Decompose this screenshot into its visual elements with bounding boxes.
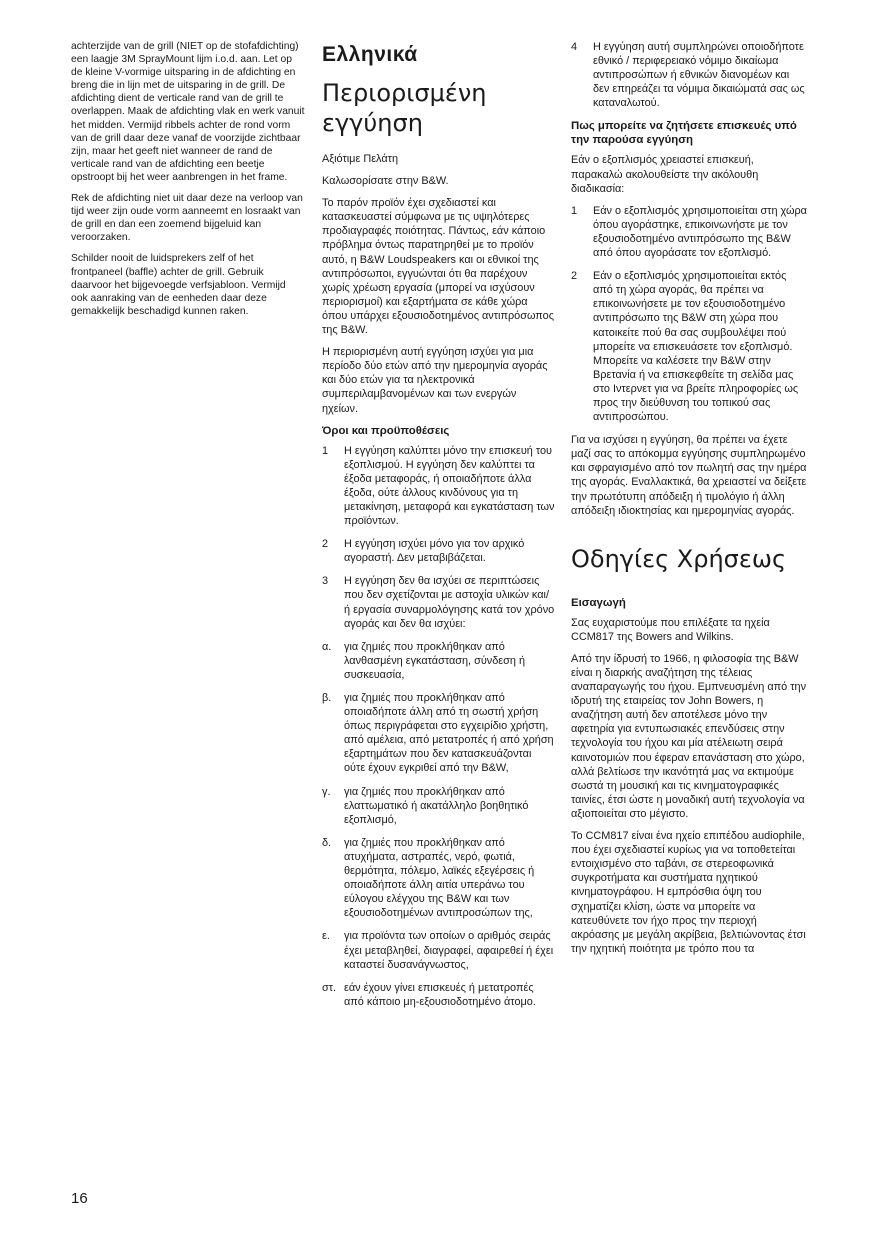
warranty-title: Περιορισμένη εγγύηση (322, 79, 487, 137)
terms-item (322, 691, 555, 776)
terms-item (571, 40, 807, 110)
dutch-paragraph: Schilder nooit de luidsprekers zelf of het frontpaneel (baffle) achter de grill. Gebruik daarvoor het bijgevoegde verfsjabloon. Vermijd ook aanraking van de eenheden daar deze gemakkelijk beschadigd kunnen raken. (71, 253, 286, 317)
item-text: εάν έχουν γίνει επισκευές ή μετατροπές από κάποιο μη-εξουσιοδοτημένο άτομο. (344, 981, 536, 1008)
item-text: για ζημιές που προκλήθηκαν από ελαττωματικό ή ακατάλληλο βοηθητικό εξοπλισμό, (344, 785, 529, 826)
item-text: για ζημιές που προκλήθηκαν από ατυχήματα, αστραπές, νερό, φωτιά, θερμότητα, πόλεμο, λαϊκές εξεγέρσεις ή οποιαδήποτε άλλη αιτία υπεράνω του εύλογου ελέγχου της B&W και των εξουσιοδοτημένων αντιπροσώπων της, (344, 836, 535, 920)
manual-title: Οδηγίες Χρήσεως (571, 544, 787, 573)
repair-steps-list (571, 204, 807, 424)
terms-item (322, 929, 555, 971)
item-text: για ζημιές που προκλήθηκαν από λανθασμένη εγκατάσταση, σύνδεση ή συσκευασία, (344, 640, 526, 681)
terms-list (322, 444, 555, 1009)
dutch-paragraph: Rek de afdichting niet uit daar deze na verloop van tijd weer zijn oude vorm aanneemt en losraakt van de grill en dan een zoemend bijgeluid kan veroorzaken. (71, 193, 303, 244)
item-text: Η εγγύηση ισχύει μόνο για τον αρχικό αγοραστή. Δεν μεταβιβάζεται. (344, 538, 525, 565)
item-number: 2 (322, 538, 329, 551)
item-text: Η εγγύηση αυτή συμπληρώνει οποιοδήποτε εθνικό / περιφερειακό νόμιμο δικαίωμα αντιπροσώπων ή εθνικών διανομέων και δεν επηρεάζει τα νόμιμα δικαιώματά σας ως καταναλωτού. (593, 41, 805, 110)
dutch-paragraph: achterzijde van de grill (NIET op de stofafdichting) een laagje 3M SprayMount lijm i.o.d. aan. Let op de kleine V-vormige uitsparing in de afdichting en breng die in lijn met de uitsparing in de grill. De afdichting dient de verticale rand van de grill te overlappen. Maak de afdichting vlak en werk vanuit het midden. Vermijd ribbels achter de rond vorm van de grill daar deze vanaf de voorzijde zichtbaar zijn, maar het geeft niet wanneer de rand de verticale rand van de afdichting een beetje opstroopt bij het weer aanbrengen in het frame. (71, 41, 305, 183)
item-number: 4 (571, 41, 578, 53)
item-text: Εάν ο εξοπλισμός χρησιμοποιείται εκτός από τη χώρα αγοράς, θα πρέπει να επικοινωνήσετε με τον εξουσιοδοτημένο αντιπρόσωπο της B&W στη χώρα που κατοικείτε πού θα σας συμβουλέψει πού μπορείτε να επισκευάσετε τον εξοπλισμό. Μπορείτε να καλέσετε την B&W στην Βρετανία ή να επισκεφθείτε τη σελίδα μας στο Ιντερνετ για να βρείτε πληροφορίες ως προς την διεύθυνση του τοπικού σας αντιπροσώπου. (593, 270, 799, 424)
item-number: 1 (322, 444, 329, 457)
terms-item (322, 574, 555, 630)
item-number: στ. (322, 981, 337, 994)
terms-item (322, 836, 555, 921)
item-number: 1 (571, 204, 578, 217)
introduction-heading: Εισαγωγή (571, 596, 626, 609)
item-text: για προϊόντα των οποίων ο αριθμός σειράς έχει μεταβληθεί, διαγραφεί, αφαιρεθεί ή έχει καταστεί δυσανάγνωστος, (344, 930, 554, 971)
terms-item (322, 537, 555, 565)
manual-paragraph: Σας ευχαριστούμε που επιλέξατε τα ηχεία CCM817 της Bowers and Wilkins. (571, 616, 770, 643)
language-heading: Ελληνικά (322, 43, 418, 66)
terms-item (322, 444, 555, 529)
item-number: α. (322, 640, 332, 653)
repair-outro: Για να ισχύσει η εγγύηση, θα πρέπει να έχετε μαζί σας το απόκομμα εγγύησης συμπληρωμένο και σφραγισμένο από τον πωλητή σας την ημέρα της αγοράς. Εναλλακτικά, θα χρειαστεί να δείξετε την πρωτότυπη απόδειξη ή τιμολόγιο ή άλλη απόδειξη ιδιοκτησίας και ημερομηνίας αγοράς. (571, 434, 807, 517)
item-number: 3 (322, 575, 329, 588)
manual-paragraph: Το CCM817 είναι ένα ηχείο επιπέδου audiophile, που έχει σχεδιαστεί κυρίως για να τοποθετείται εντοιχισμένο στο ταβάνι, σε στερεοφωνικά συγκροτήματα και συστήματα ηχητικού κινηματογράφου. Η εμπρόσθια όψη του σχηματίζει κλίση, ώστε να μπορείτε να κατευθύνετε τον ήχο προς την περιοχή ακρόασης με μεγάλη ακρίβεια, βελτιώνοντας έτσι την ηχητική ποιότητα με τρόπο που τα (571, 830, 806, 955)
terms-item (322, 640, 555, 682)
item-text: Εάν ο εξοπλισμός χρησιμοποιείται στη χώρα όπου αγοράστηκε, επικοινωνήστε με τον εξουσιοδοτημένο αντιπρόσωπο της B&W από όπου αγοράσατε τον εξοπλισμό. (593, 204, 807, 260)
item-text: για ζημιές που προκλήθηκαν από οποιαδήποτε άλλη από τη σωστή χρήση όπως περιγράφεται στο εγχειρίδιο χρήστη, από αμέλεια, από μετατροπές ή από χρήση εξαρτημάτων που δεν κατασκευάζονται ούτε έχουν εγκριθεί από την B&W, (344, 692, 554, 775)
item-text: Η εγγύηση καλύπτει μόνο την επισκευή του εξοπλισμού. Η εγγύηση δεν καλύπτει τα έξοδα μεταφοράς, ή οποιαδήποτε άλλα έξοδα, ούτε άλλους κινδύνους για τη μετακίνηση, μεταφορά και εγκατάσταση των προϊόντων. (344, 444, 555, 528)
page-number: 16 (71, 1190, 88, 1207)
salutation: Αξιότιμε Πελάτη (322, 153, 398, 165)
repair-step (571, 269, 807, 424)
repair-intro: Εάν ο εξοπλισμός χρειαστεί επισκευή, παρακαλώ ακολουθείστε την ακόλουθη διαδικασία: (571, 154, 759, 195)
greek-instructions-column (571, 40, 807, 964)
repair-heading: Πως μπορείτε να ζητήσετε επισκευές υπό την παρούσα εγγύηση (571, 120, 797, 147)
item-number: β. (322, 692, 332, 704)
item-text: Η εγγύηση δεν θα ισχύει σε περιπτώσεις που δεν σχετίζονται με αστοχία υλικών και/ή εργασία συναρμολόγησης κατά τον χρόνο αγοράς και δεν θα ισχύει: (344, 575, 555, 630)
item-number: γ. (322, 785, 331, 798)
item-number: ε. (322, 930, 330, 943)
manual-paragraph: Από την ίδρυσή το 1966, η φιλοσοφία της B&W είναι η διαρκής αναζήτηση της τέλειας αναπαραγωγής του ήχου. Εμπνευσμένη από την ιδρυτή της εταιρείας τον John Bowers, η αναζήτηση αυτή δεν αποτέλεσε μόνο την αφετηρία για εντυπωσιακές επενδύσεις στην τεχνολογία του ήχου και μία ατέλειωτη σειρά καινοτομιών που έφεραν επανάσταση στο χώρο, αλλά βελτίωσε την ικανότητά μας να εκτιμούμε σωστά τη μουσική και τις κινηματογραφικές ταινίες, έτσι ώστε η μοναδική αυτή τεχνολογία να αξιοποιείται στο μέγιστο. (571, 652, 807, 820)
warranty-paragraph: Το παρόν προϊόν έχει σχεδιαστεί και κατασκευαστεί σύμφωνα με τις υψηλότερες προδιαγραφές ποιότητας. Πάντως, εάν κάποιο πρόβλημα όντως παρατηρηθεί με το προϊόν αυτό, η B&W Loudspeakers και οι εθνικοί της αντιπρόσωποι, εγγυώνται ότι θα παρέχουν χωρίς χρέωση εργασία (μπορεί να ισχύσουν περιορισμοί) και εξαρτήματα σε κάθε χώρα όπου υπάρχει εξουσιοδοτημένος αντιπρόσωπος της B&W. (322, 197, 554, 337)
terms-list-continued (571, 40, 807, 110)
item-number: δ. (322, 836, 332, 849)
terms-heading: Όροι και προϋποθέσεις (322, 424, 450, 437)
repair-step (571, 204, 807, 260)
greek-warranty-column (322, 40, 555, 1018)
terms-item (322, 785, 555, 827)
warranty-paragraph: Η περιορισμένη αυτή εγγύηση ισχύει για μια περίοδο δύο ετών από την ημερομηνία αγοράς και δύο ετών για τα ηλεκτρονικά συμπεριλαμβανομένων και των ενεργών ηχείων. (322, 346, 548, 415)
dutch-column (71, 40, 305, 326)
welcome-text: Καλωσορίσατε στην B&W. (322, 175, 449, 188)
terms-item (322, 981, 555, 1009)
item-number: 2 (571, 270, 578, 283)
